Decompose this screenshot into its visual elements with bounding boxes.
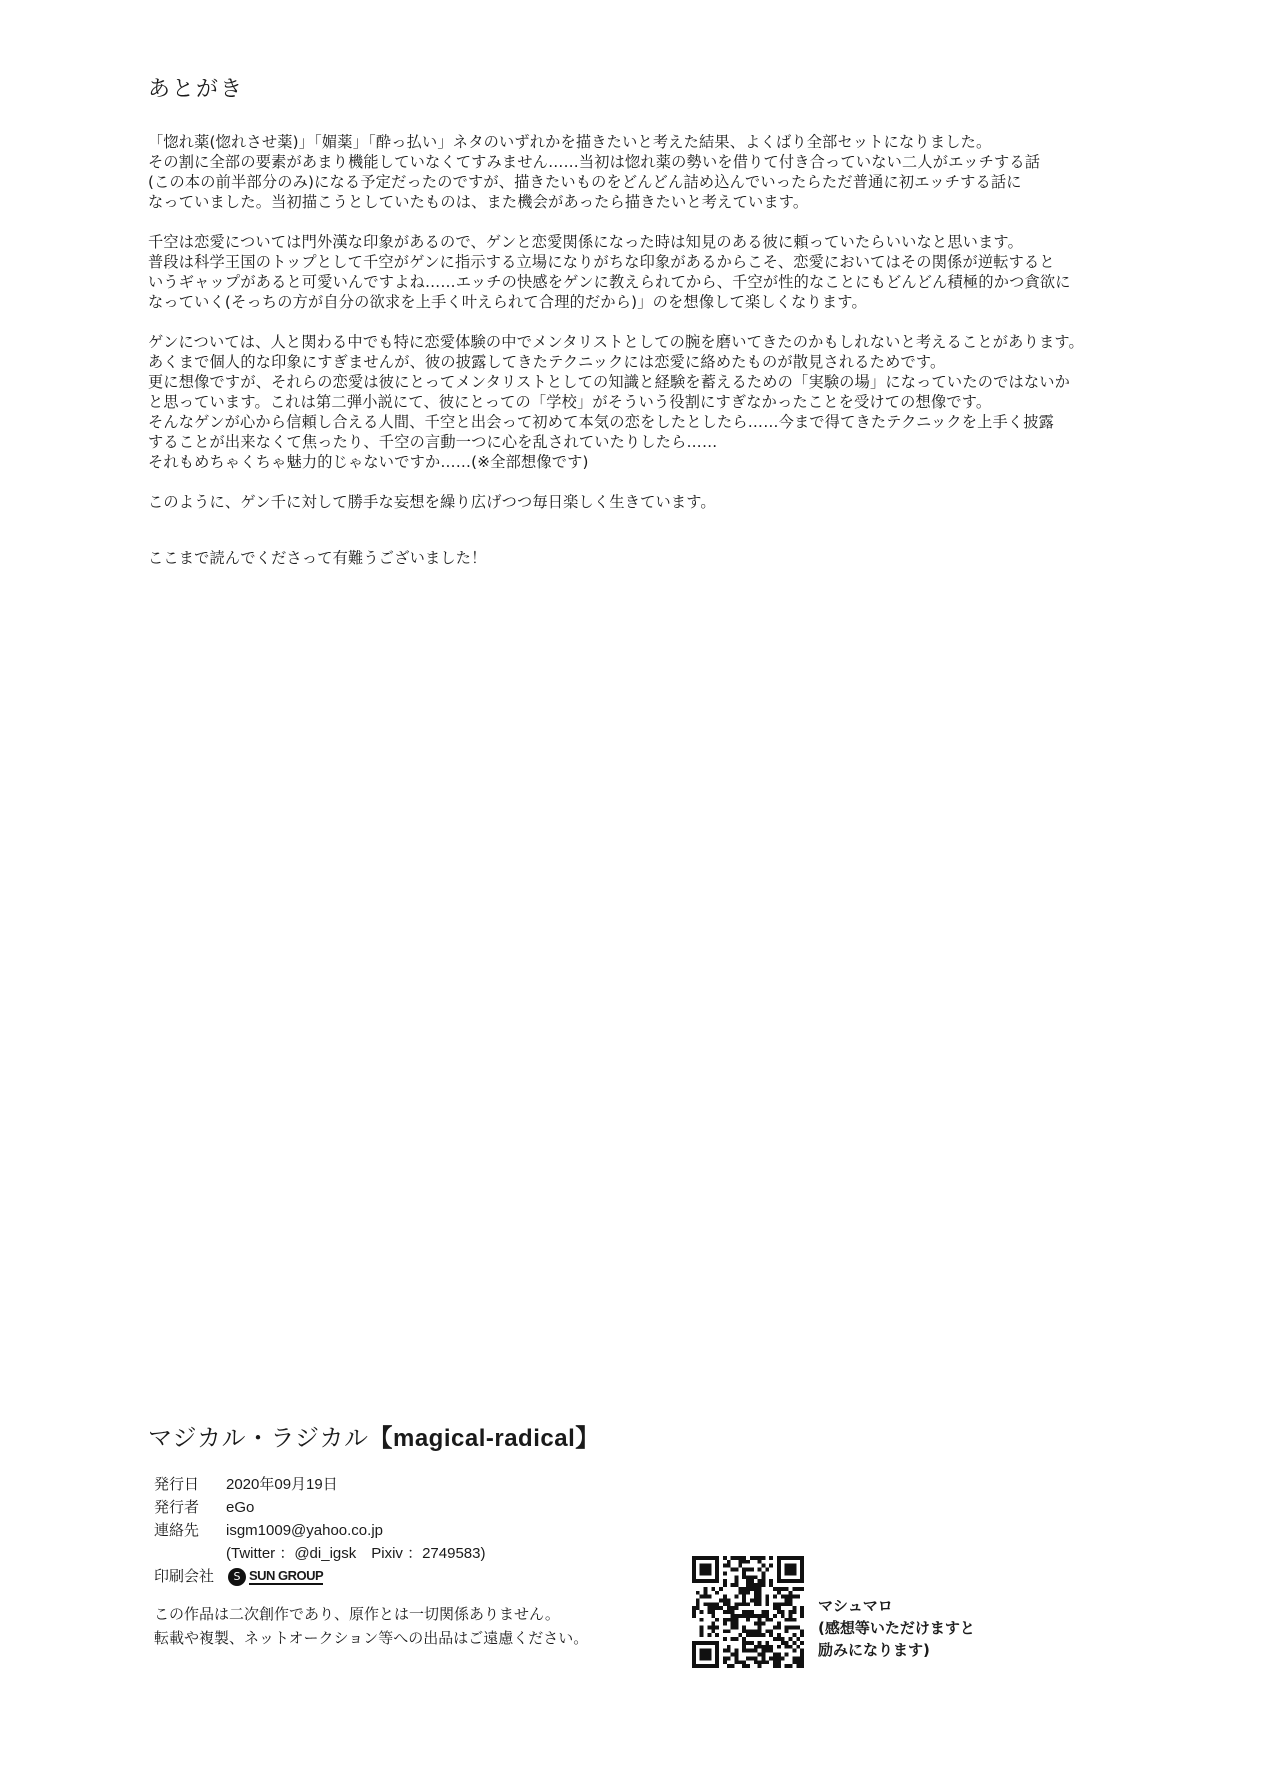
printer-logo-text: SUN GROUP [249, 1567, 324, 1583]
issue-date-label: 発行日 [154, 1475, 200, 1493]
closing-paragraph [148, 548, 1228, 568]
contact-label: 連絡先 [154, 1521, 200, 1539]
sun-logo-icon: S [228, 1568, 246, 1586]
paragraph-3 [148, 332, 1228, 472]
text-line: することが出来なくて焦ったり、千空の言動一つに心を乱されていたりしたら…… [148, 433, 718, 451]
qr-caption-3: 励みになります) [818, 1641, 930, 1659]
issue-date-row [154, 1473, 1148, 1496]
publisher-row [154, 1496, 1148, 1519]
qr-code-icon [692, 1556, 804, 1668]
qr-caption-2: (感想等いただけますと [818, 1619, 975, 1637]
contact-email: isgm1009@yahoo.co.jp [226, 1522, 383, 1539]
colophon [148, 1418, 1148, 1650]
text-line: そんなゲンが心から信頼し合える人間、千空と出会って初めて本気の恋をしたとしたら……今まで得てきたテクニックを上手く披露 [148, 413, 1055, 431]
text-line: 「惚れ薬(惚れさせ薬)」「媚薬」「酔っ払い」ネタのいずれかを描きたいと考えた結果、よくばり全部セットになりました。 [148, 133, 992, 151]
text-line: いうギャップがあると可愛いんですよね……エッチの快感をゲンに教えられてから、千空が性的なことにもどんどん積極的かつ貪欲に [148, 273, 1071, 291]
text-line: 千空は恋愛については門外漢な印象があるので、ゲンと恋愛関係になった時は知見のある彼に頼っていたらいいなと思います。 [148, 233, 1023, 251]
paragraph-1 [148, 132, 1228, 212]
closing-line: ここまで読んでくださって有難うございました！ [148, 549, 487, 567]
contact-social: (Twitter ：@di_igsk Pixiv ：2749583) [226, 1545, 486, 1562]
afterword-body [148, 132, 1228, 588]
text-line: このように、ゲン千に対して勝手な妄想を繰り広げつつ毎日楽しく生きています。 [148, 493, 716, 511]
paragraph-2 [148, 232, 1228, 312]
text-line: と思っています。これは第二弾小説にて、彼にとっての「学校」がそういう役割にすぎなかったことを受けての想像です。 [148, 393, 992, 411]
copyright-notice [154, 1602, 1148, 1650]
issue-date-value: 2020年09月19日 [226, 1476, 338, 1493]
text-line: なっていく(そっちの方が自分の欲求を上手く叶えられて合理的だから)」のを想像して楽しくなります。 [148, 293, 867, 311]
text-line: それもめちゃくちゃ魅力的じゃないですか……(※全部想像です) [148, 453, 589, 471]
qr-caption [818, 1595, 975, 1661]
book-title [148, 1418, 1148, 1453]
notice-line-1: この作品は二次創作であり、原作とは一切関係ありません。 [154, 1605, 560, 1623]
notice-line-2: 転載や複製、ネットオークション等への出品はご遠慮ください。 [154, 1629, 589, 1647]
paragraph-4 [148, 492, 1228, 512]
book-title-ja: マジカル・ラジカル [148, 1424, 369, 1452]
social-row [154, 1542, 1148, 1565]
text-line: ゲンについては、人と関わる中でも特に恋愛体験の中でメンタリストとしての腕を磨いてきたのかもしれないと考えることがあります。 [148, 333, 1084, 351]
contact-row [154, 1519, 1148, 1542]
afterword-title: あとがき [148, 77, 245, 102]
book-title-en: 【magical-radical】 [368, 1425, 600, 1452]
text-line: 普段は科学王国のトップとして千空がゲンに指示する立場になりがちな印象があるからこそ、恋愛においてはその関係が逆転すると [148, 253, 1055, 271]
text-line: その割に全部の要素があまり機能していなくてすみません……当初は惚れ薬の勢いを借りて付き合っていない二人がエッチする話 [148, 153, 1041, 171]
printer-label: 印刷会社 [154, 1567, 215, 1585]
printer-row [154, 1565, 1148, 1588]
text-line: あくまで個人的な印象にすぎませんが、彼の披露してきたテクニックには恋愛に絡めたものが散見されるためです。 [148, 353, 946, 371]
publisher-label: 発行者 [154, 1498, 200, 1516]
text-line: 更に想像ですが、それらの恋愛は彼にとってメンタリストとしての知識と経験を蓄えるための「実験の場」になっていたのではないか [148, 373, 1071, 391]
publisher-value: eGo [226, 1499, 255, 1516]
qr-caption-1: マシュマロ [818, 1597, 893, 1615]
text-line: (この本の前半部分のみ)になる予定だったのですが、描きたいものをどんどん詰め込んでいったらただ普通に初エッチする話に [148, 173, 1022, 191]
text-line: なっていました。当初描こうとしていたものは、また機会があったら描きたいと考えています。 [148, 193, 809, 211]
publication-info [154, 1473, 1148, 1588]
printer-logo [228, 1568, 323, 1586]
